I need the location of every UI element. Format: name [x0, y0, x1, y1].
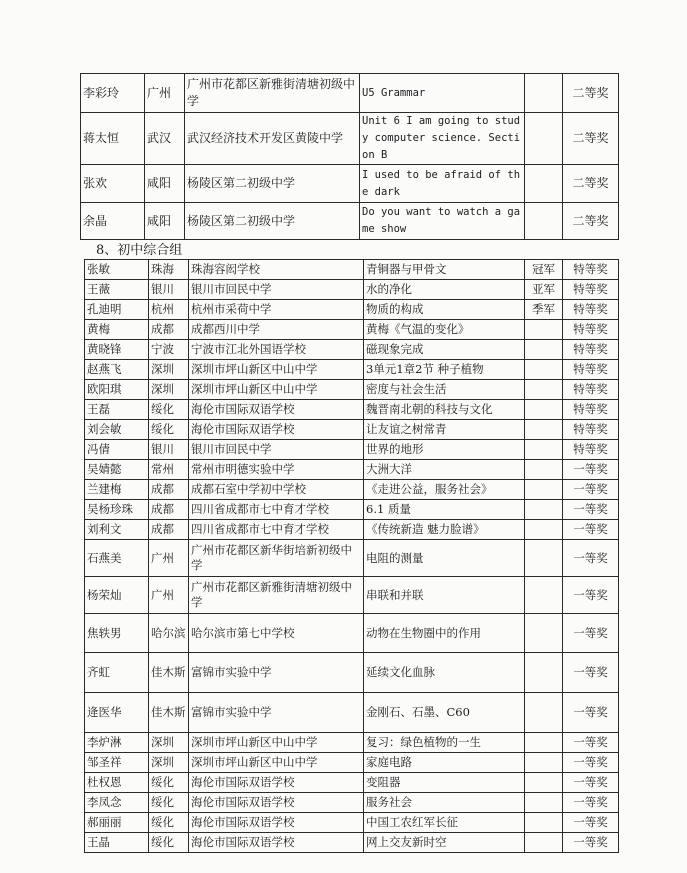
topic-cell: 让友谊之树常青 — [364, 420, 525, 440]
topic-cell: I used to be afraid of the dark — [360, 165, 525, 203]
award-cell: 一等奖 — [563, 500, 619, 520]
award-cell: 一等奖 — [563, 793, 619, 813]
table-row — [81, 74, 619, 113]
topic-cell: 电阻的测量 — [364, 540, 525, 577]
name-cell: 李凤念 — [85, 793, 149, 813]
table-row — [85, 340, 619, 360]
topic-cell: 魏晋南北朝的科技与文化 — [364, 400, 525, 420]
table-row — [85, 653, 619, 693]
city-cell: 哈尔滨 — [149, 614, 189, 653]
rank-cell — [525, 520, 563, 540]
city-cell: 武汉 — [145, 113, 185, 165]
school-cell: 成都西川中学 — [189, 320, 364, 340]
table-row — [85, 577, 619, 614]
table-row — [85, 480, 619, 500]
table-row — [85, 260, 619, 280]
rank-cell — [525, 420, 563, 440]
award-cell: 一等奖 — [563, 753, 619, 773]
city-cell: 银川 — [149, 440, 189, 460]
school-cell: 广州市花都区新雅街清塘初级中学 — [185, 74, 360, 113]
name-cell: 王薇 — [85, 280, 149, 300]
rank-cell — [525, 74, 563, 113]
rank-cell — [525, 653, 563, 693]
name-cell: 李炉淋 — [85, 733, 149, 753]
school-cell: 海伦市国际双语学校 — [189, 813, 364, 833]
rank-cell — [525, 340, 563, 360]
topic-cell: 网上交友新时空 — [364, 833, 525, 853]
section-title: 8、初中综合组 — [96, 243, 183, 258]
name-cell: 吴杨珍珠 — [85, 500, 149, 520]
city-cell: 深圳 — [149, 733, 189, 753]
award-cell: 一等奖 — [563, 733, 619, 753]
name-cell: 逄医华 — [85, 693, 149, 733]
topic-cell: 大洲大洋 — [364, 460, 525, 480]
name-cell: 蒋太恒 — [81, 113, 145, 165]
topic-cell: 金刚石、石墨、C60 — [364, 693, 525, 733]
name-cell: 赵燕飞 — [85, 360, 149, 380]
award-cell: 二等奖 — [563, 165, 619, 203]
name-cell: 焦轶男 — [85, 614, 149, 653]
topic-cell: 动物在生物圈中的作用 — [364, 614, 525, 653]
award-cell: 一等奖 — [563, 693, 619, 733]
topic-cell: 变阻器 — [364, 773, 525, 793]
rank-cell — [525, 165, 563, 203]
name-cell: 杜权恩 — [85, 773, 149, 793]
name-cell: 余晶 — [81, 203, 145, 240]
city-cell: 佳木斯 — [149, 693, 189, 733]
topic-cell: 服务社会 — [364, 793, 525, 813]
topic-cell: 串联和并联 — [364, 577, 525, 614]
city-cell: 广州 — [149, 540, 189, 577]
city-cell: 宁波 — [149, 340, 189, 360]
table-row — [85, 693, 619, 733]
award-cell: 特等奖 — [563, 360, 619, 380]
city-cell: 佳木斯 — [149, 653, 189, 693]
city-cell: 广州 — [145, 74, 185, 113]
award-cell: 特等奖 — [563, 260, 619, 280]
rank-cell — [525, 693, 563, 733]
name-cell: 齐虹 — [85, 653, 149, 693]
topic-cell: 中国工农红军长征 — [364, 813, 525, 833]
table-row — [85, 280, 619, 300]
school-cell: 银川市回民中学 — [189, 440, 364, 460]
rank-cell: 冠军 — [525, 260, 563, 280]
table-row — [85, 540, 619, 577]
name-cell: 张欢 — [81, 165, 145, 203]
table-row — [85, 733, 619, 753]
topic-cell: 6.1 质量 — [364, 500, 525, 520]
city-cell: 杭州 — [149, 300, 189, 320]
topic-cell: 《传统新造 魅力脸谱》 — [364, 520, 525, 540]
award-cell: 特等奖 — [563, 440, 619, 460]
name-cell: 王磊 — [85, 400, 149, 420]
name-cell: 刘会敏 — [85, 420, 149, 440]
topic-cell: 黄梅《气温的变化》 — [364, 320, 525, 340]
award-cell: 一等奖 — [563, 460, 619, 480]
table-row — [81, 165, 619, 203]
table-row — [85, 320, 619, 340]
name-cell: 黄梅 — [85, 320, 149, 340]
city-cell: 绥化 — [149, 400, 189, 420]
rank-cell — [525, 614, 563, 653]
rank-cell — [525, 440, 563, 460]
school-cell: 成都石室中学初中学校 — [189, 480, 364, 500]
city-cell: 成都 — [149, 520, 189, 540]
name-cell: 冯倩 — [85, 440, 149, 460]
school-cell: 四川省成都市七中育才学校 — [189, 520, 364, 540]
name-cell: 兰建梅 — [85, 480, 149, 500]
topic-cell: 磁现象完成 — [364, 340, 525, 360]
table-row — [85, 360, 619, 380]
name-cell: 邹圣祥 — [85, 753, 149, 773]
city-cell: 成都 — [149, 320, 189, 340]
topic-cell: U5 Grammar — [360, 74, 525, 113]
name-cell: 李彩玲 — [81, 74, 145, 113]
city-cell: 常州 — [149, 460, 189, 480]
table-row — [85, 773, 619, 793]
rank-cell: 季军 — [525, 300, 563, 320]
topic-cell: 密度与社会生活 — [364, 380, 525, 400]
award-cell: 特等奖 — [563, 320, 619, 340]
award-cell: 一等奖 — [563, 577, 619, 614]
name-cell: 张敏 — [85, 260, 149, 280]
school-cell: 深圳市坪山新区中山中学 — [189, 733, 364, 753]
school-cell: 杨陵区第二初级中学 — [185, 203, 360, 240]
school-cell: 常州市明德实验中学 — [189, 460, 364, 480]
school-cell: 深圳市坪山新区中山中学 — [189, 380, 364, 400]
rank-cell — [525, 400, 563, 420]
rank-cell — [525, 813, 563, 833]
school-cell: 海伦市国际双语学校 — [189, 833, 364, 853]
award-cell: 特等奖 — [563, 280, 619, 300]
topic-cell: 延续文化血脉 — [364, 653, 525, 693]
topic-cell: 青铜器与甲骨文 — [364, 260, 525, 280]
rank-cell — [525, 773, 563, 793]
name-cell: 孔迪明 — [85, 300, 149, 320]
table-row — [85, 420, 619, 440]
table-row — [85, 460, 619, 480]
city-cell: 绥化 — [149, 773, 189, 793]
rank-cell — [525, 540, 563, 577]
school-cell: 武汉经济技术开发区黄陵中学 — [185, 113, 360, 165]
rank-cell: 亚军 — [525, 280, 563, 300]
table-row — [85, 300, 619, 320]
award-cell: 一等奖 — [563, 653, 619, 693]
school-cell: 深圳市坪山新区中山中学 — [189, 753, 364, 773]
award-cell: 一等奖 — [563, 773, 619, 793]
table-row — [81, 113, 619, 165]
topic-cell: Unit 6 I am going to study computer science. Section B — [360, 113, 525, 165]
city-cell: 深圳 — [149, 380, 189, 400]
table-row — [85, 753, 619, 773]
school-cell: 海伦市国际双语学校 — [189, 420, 364, 440]
city-cell: 广州 — [149, 577, 189, 614]
topic-cell: 家庭电路 — [364, 753, 525, 773]
topic-cell: Do you want to watch a game show — [360, 203, 525, 240]
award-cell: 特等奖 — [563, 340, 619, 360]
award-cell: 特等奖 — [563, 300, 619, 320]
topic-cell: 物质的构成 — [364, 300, 525, 320]
rank-cell — [525, 733, 563, 753]
award-cell: 一等奖 — [563, 480, 619, 500]
award-cell: 一等奖 — [563, 614, 619, 653]
school-cell: 海伦市国际双语学校 — [189, 773, 364, 793]
award-cell: 一等奖 — [563, 540, 619, 577]
name-cell: 杨荣灿 — [85, 577, 149, 614]
school-cell: 哈尔滨市第七中学校 — [189, 614, 364, 653]
rank-cell — [525, 500, 563, 520]
city-cell: 深圳 — [149, 753, 189, 773]
table-row — [85, 520, 619, 540]
school-cell: 四川省成都市七中育才学校 — [189, 500, 364, 520]
name-cell: 王晶 — [85, 833, 149, 853]
award-cell: 特等奖 — [563, 400, 619, 420]
rank-cell — [525, 833, 563, 853]
school-cell: 广州市花都区新雅街清塘初级中学 — [189, 577, 364, 614]
award-cell: 一等奖 — [563, 520, 619, 540]
rank-cell — [525, 320, 563, 340]
city-cell: 珠海 — [149, 260, 189, 280]
award-cell: 特等奖 — [563, 380, 619, 400]
table-row — [85, 380, 619, 400]
city-cell: 咸阳 — [145, 165, 185, 203]
rank-cell — [525, 793, 563, 813]
award-cell: 二等奖 — [563, 113, 619, 165]
award-cell: 一等奖 — [563, 813, 619, 833]
school-cell: 杨陵区第二初级中学 — [185, 165, 360, 203]
topic-cell: 3单元1章2节 种子植物 — [364, 360, 525, 380]
city-cell: 成都 — [149, 500, 189, 520]
city-cell: 深圳 — [149, 360, 189, 380]
rank-cell — [525, 380, 563, 400]
rank-cell — [525, 480, 563, 500]
school-cell: 深圳市坪山新区中山中学 — [189, 360, 364, 380]
city-cell: 成都 — [149, 480, 189, 500]
school-cell: 海伦市国际双语学校 — [189, 793, 364, 813]
award-cell: 二等奖 — [563, 74, 619, 113]
table-row — [85, 500, 619, 520]
name-cell: 石燕美 — [85, 540, 149, 577]
rank-cell — [525, 460, 563, 480]
school-cell: 杭州市采荷中学 — [189, 300, 364, 320]
school-cell: 宁波市江北外国语学校 — [189, 340, 364, 360]
topic-cell: 水的净化 — [364, 280, 525, 300]
topic-cell: 《走进公益，服务社会》 — [364, 480, 525, 500]
school-cell: 珠海容闳学校 — [189, 260, 364, 280]
table-junior-comprehensive-group — [84, 259, 619, 853]
city-cell: 绥化 — [149, 813, 189, 833]
table-row — [85, 833, 619, 853]
city-cell: 银川 — [149, 280, 189, 300]
table-row — [85, 400, 619, 420]
rank-cell — [525, 577, 563, 614]
table-row — [85, 813, 619, 833]
topic-cell: 复习：绿色植物的一生 — [364, 733, 525, 753]
school-cell: 海伦市国际双语学校 — [189, 400, 364, 420]
rank-cell — [525, 360, 563, 380]
rank-cell — [525, 753, 563, 773]
name-cell: 黄晓锋 — [85, 340, 149, 360]
school-cell: 富锦市实验中学 — [189, 693, 364, 733]
school-cell: 银川市回民中学 — [189, 280, 364, 300]
topic-cell: 世界的地形 — [364, 440, 525, 460]
city-cell: 绥化 — [149, 833, 189, 853]
award-cell: 一等奖 — [563, 833, 619, 853]
school-cell: 广州市花都区新华街培新初级中学 — [189, 540, 364, 577]
award-cell: 二等奖 — [563, 203, 619, 240]
rank-cell — [525, 203, 563, 240]
award-cell: 特等奖 — [563, 420, 619, 440]
rank-cell — [525, 113, 563, 165]
name-cell: 郝丽丽 — [85, 813, 149, 833]
table-row — [85, 793, 619, 813]
table-row — [85, 440, 619, 460]
table-row — [85, 614, 619, 653]
city-cell: 咸阳 — [145, 203, 185, 240]
city-cell: 绥化 — [149, 793, 189, 813]
city-cell: 绥化 — [149, 420, 189, 440]
school-cell: 富锦市实验中学 — [189, 653, 364, 693]
name-cell: 刘利文 — [85, 520, 149, 540]
table-row — [81, 203, 619, 240]
name-cell: 欧阳琪 — [85, 380, 149, 400]
table-english-group — [80, 73, 619, 240]
name-cell: 吴婧懿 — [85, 460, 149, 480]
